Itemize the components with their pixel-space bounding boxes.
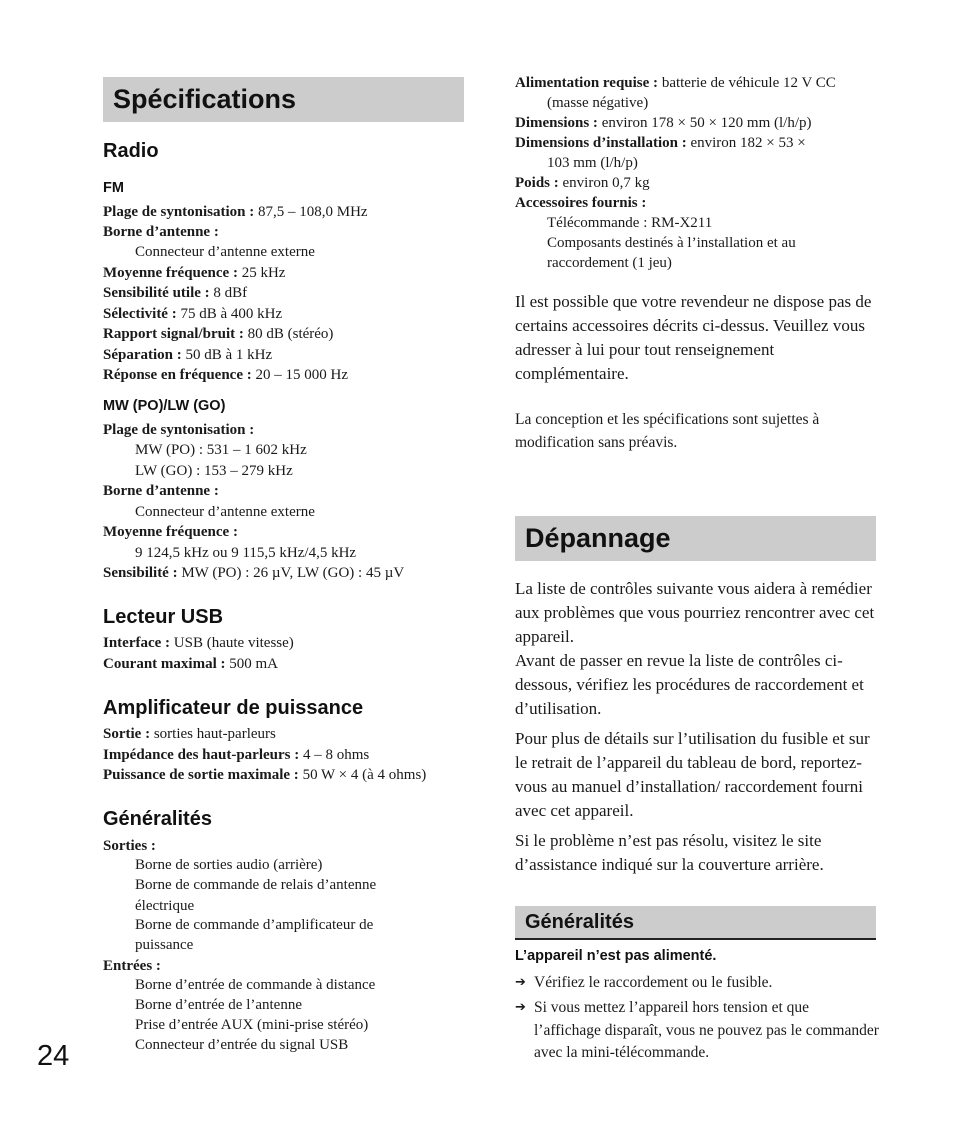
mw-range: MW (PO) : 531 – 1 602 kHz [135, 442, 307, 458]
accessory-item: Composants destinés à l’installation et au [547, 235, 796, 251]
radio-heading: Radio [103, 140, 159, 162]
usb-current: Courant maximal : 500 mA [103, 656, 278, 672]
fm-freq-response: Réponse en fréquence : 20 – 15 000 Hz [103, 367, 348, 383]
mw-if-label: Moyenne fréquence : [103, 524, 238, 540]
fm-if: Moyenne fréquence : 25 kHz [103, 265, 286, 281]
mw-tuning-label: Plage de syntonisation : [103, 422, 255, 438]
input-item: Prise d’entrée AUX (mini-prise stéréo) [135, 1017, 369, 1033]
amp-impedance: Impédance des haut-parleurs : 4 – 8 ohms [103, 747, 370, 763]
output-item: Borne de commande d’amplificateur de [135, 917, 374, 933]
solution-item: ➔ Vérifiez le raccordement ou le fusible. [534, 972, 879, 995]
output-item: Borne de sorties audio (arrière) [135, 857, 323, 873]
accessory-item: raccordement (1 jeu) [547, 255, 672, 271]
amp-power: Puissance de sortie maximale : 50 W × 4 (à 4 ohms) [103, 767, 427, 783]
dimensions: Dimensions : environ 178 × 50 × 120 mm (l/h/p) [515, 115, 812, 131]
output-item: puissance [135, 937, 194, 953]
outputs-label: Sorties : [103, 838, 156, 854]
mw-lw-heading: MW (PO)/LW (GO) [103, 398, 226, 414]
amp-heading: Amplificateur de puissance [103, 697, 364, 719]
general-heading: Généralités [103, 808, 212, 830]
design-note: La conception et les spécifications sont sujettes à modification sans préavis. [515, 411, 820, 451]
fm-sensitivity: Sensibilité utile : 8 dBf [103, 285, 248, 301]
page-number: 24 [37, 1040, 70, 1072]
input-item: Borne d’entrée de l’antenne [135, 997, 302, 1013]
install-dimensions: Dimensions d’installation : environ 182 × 53 × [515, 135, 806, 151]
power-requirement-cont: (masse négative) [547, 95, 649, 111]
inputs-label: Entrées : [103, 958, 161, 974]
fm-heading: FM [103, 180, 124, 196]
fm-snr: Rapport signal/bruit : 80 dB (stéréo) [103, 326, 334, 342]
accessories-label: Accessoires fournis : [515, 195, 647, 211]
solution-item: ➔ Si vous mettez l’appareil hors tension et que l’affichage disparaît, vous ne pouvez pas le commander avec la mini-télécommande. [515, 999, 879, 1061]
amp-output: Sortie : sorties haut-parleurs [103, 726, 276, 742]
troubleshooting-general-heading: Généralités [515, 906, 876, 940]
fm-selectivity: Sélectivité : 75 dB à 400 kHz [103, 306, 283, 322]
mw-antenna-label: Borne d’antenne : [103, 483, 219, 499]
input-item: Borne d’entrée de commande à distance [135, 977, 376, 993]
power-requirement: Alimentation requise : batterie de véhicule 12 V CC [515, 75, 836, 91]
arrow-right-icon: ➔ [515, 1000, 526, 1015]
lw-range: LW (GO) : 153 – 279 kHz [135, 463, 293, 479]
fm-tuning-range: Plage de syntonisation : 87,5 – 108,0 MHz [103, 204, 368, 220]
fm-separation: Séparation : 50 dB à 1 kHz [103, 347, 273, 363]
troubleshooting-title: Dépannage [515, 516, 876, 561]
usb-interface: Interface : USB (haute vitesse) [103, 635, 294, 651]
mw-antenna-value: Connecteur d’antenne externe [135, 504, 315, 520]
weight: Poids : environ 0,7 kg [515, 175, 650, 191]
specifications-title: Spécifications [103, 77, 464, 122]
arrow-right-icon: ➔ [515, 975, 526, 990]
fm-antenna-label: Borne d’antenne : [103, 224, 219, 240]
troubleshooting-intro-3: Pour plus de détails sur l’utilisation du fusible et sur le retrait de l’appareil du tableau de bord, reportez-vous au manuel d’installation/ raccordement fourni avec cet appareil. [515, 729, 870, 820]
install-dimensions-cont: 103 mm (l/h/p) [547, 155, 638, 171]
fm-antenna-value: Connecteur d’antenne externe [135, 244, 315, 260]
accessory-item: Télécommande : RM-X211 [547, 215, 713, 231]
output-item: électrique [135, 898, 195, 914]
input-item: Connecteur d’entrée du signal USB [135, 1037, 349, 1053]
output-item: Borne de commande de relais d’antenne [135, 877, 377, 893]
troubleshooting-intro-2: Avant de passer en revue la liste de contrôles ci-dessous, vérifiez les procédures de raccordement et d’utilisation. [515, 651, 864, 718]
problem-heading: L’appareil n’est pas alimenté. [515, 948, 717, 964]
troubleshooting-intro-4: Si le problème n’est pas résolu, visitez le site d’assistance indiqué sur la couverture arrière. [515, 831, 824, 874]
dealer-note: Il est possible que votre revendeur ne dispose pas de certains accessoires décrits ci-dessus. Veuillez vous adresser à lui pour tout renseignement complémentaire. [515, 292, 872, 383]
mw-sensitivity: Sensibilité : MW (PO) : 26 µV, LW (GO) : 45 µV [103, 565, 405, 581]
mw-if-value: 9 124,5 kHz ou 9 115,5 kHz/4,5 kHz [135, 545, 357, 561]
troubleshooting-intro-1: La liste de contrôles suivante vous aidera à remédier aux problèmes que vous pourriez rencontrer avec cet appareil. [515, 579, 875, 646]
usb-heading: Lecteur USB [103, 606, 224, 628]
